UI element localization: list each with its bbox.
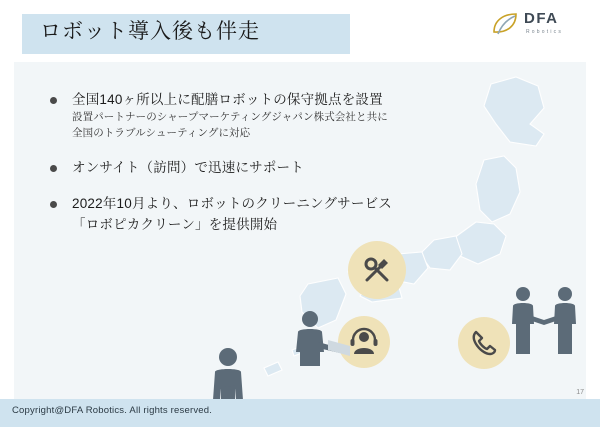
handshake-people-silhouette — [508, 284, 580, 356]
page-title: ロボット導入後も伴走 — [22, 14, 350, 54]
bullet-3-main-2: 「ロボピカクリーン」を提供開始 — [72, 216, 278, 232]
logo-text: DFA — [524, 10, 559, 27]
person-with-laptop-silhouette — [288, 308, 354, 368]
bullet-dot-icon — [50, 201, 57, 208]
bullet-item-1 — [44, 90, 444, 142]
tools-wrench-screwdriver-icon — [348, 241, 406, 299]
phone-handset-icon — [458, 317, 510, 369]
dfa-leaf-mark-icon — [490, 10, 520, 40]
person-standing-silhouette — [202, 344, 254, 399]
bullet-2-main: オンサイト（訪問）で迅速にサポート — [72, 159, 304, 175]
dfa-logo — [490, 8, 582, 48]
bullet-item-2 — [44, 158, 444, 178]
content-panel — [14, 62, 586, 399]
bullet-dot-icon — [50, 165, 57, 172]
slide-header — [0, 0, 600, 62]
page-number: 17 — [576, 389, 584, 396]
bullet-dot-icon — [50, 97, 57, 104]
bullet-item-3 — [44, 194, 444, 236]
bullet-1-sub-2: 全国のトラブルシューティングに対応 — [72, 127, 251, 139]
copyright-text: Copyright@DFA Robotics. All rights reserved. — [12, 405, 213, 416]
bullet-1-main: 全国140ヶ所以上に配膳ロボットの保守拠点を設置 — [72, 92, 383, 107]
logo-subtitle: Robotics — [526, 29, 564, 35]
bullet-3-main: 2022年10月より、ロボットのクリーニングサービス — [72, 196, 392, 211]
bullet-list — [44, 90, 444, 252]
bullet-1-sub-1: 設置パートナーのシャープマーケティングジャパン株式会社と共に — [72, 111, 388, 124]
slide-footer — [0, 399, 600, 427]
